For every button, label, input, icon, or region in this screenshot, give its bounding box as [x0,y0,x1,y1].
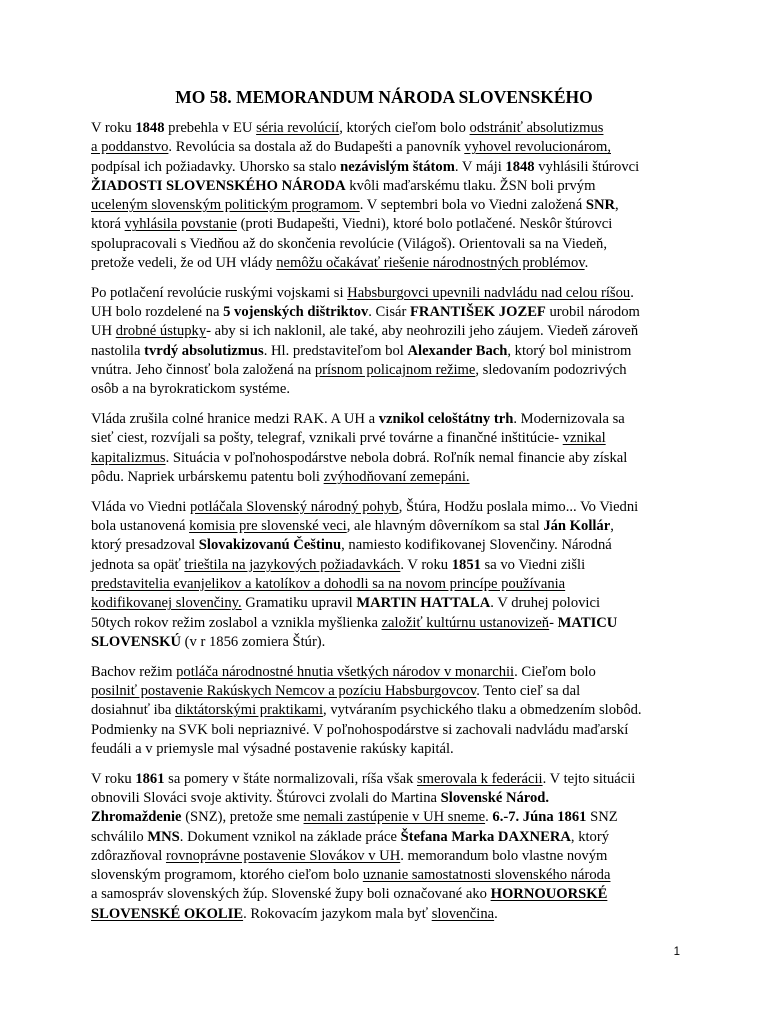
text-run: . [485,809,493,826]
text-run: UH [91,323,116,340]
text-run: urobil národom [545,304,640,321]
bold-text: 1851 [451,556,481,573]
text-line [91,380,683,399]
text-run: . Modernizovala sa [513,411,625,428]
text-run: . [630,284,634,301]
text-line [91,633,683,652]
text-line [91,468,683,487]
underlined-text: komisia pre slovenské veci [189,518,347,535]
text-line [91,138,683,157]
text-run: . Dokument vznikol na základe práce [179,828,401,845]
text-run: slovenským programom, ktorého cieľom bolo [91,867,363,884]
text-line [91,342,683,361]
underlined-text: potláčala Slovenský národný pohyb [189,498,399,515]
text-run: , Štúra, Hodžu poslala mimo... Vo Viedni [398,498,639,515]
underlined-text: smerovala k federácii [417,770,543,787]
text-line [91,517,683,536]
text-run: UH bolo rozdelené na [91,304,224,321]
bold-underlined-text: HORNOUORSKÉ [490,886,608,903]
text-run: pretože vedeli, že od UH vlády [91,255,277,272]
text-line [91,158,683,177]
underlined-text: vyhovel revolucionárom, [464,139,611,156]
text-run: schválilo [91,828,148,845]
text-run: , ale hlavným dôverníkom sa stal [346,518,544,535]
text-run: V roku [91,770,136,787]
text-run: . V roku [400,556,452,573]
text-line [91,885,683,904]
underlined-text: séria revolúcií [256,120,340,136]
text-line [91,575,683,594]
text-run: sa pomery v štáte normalizovali, ríša však [164,770,417,787]
bold-text: tvrdý absolutizmus [144,342,264,359]
text-line [91,196,683,215]
underlined-text: rovnoprávne postavenie Slovákov v UH [165,847,401,864]
underlined-text: nemali zastúpenie v UH sneme [303,809,486,826]
text-run: vnútra. Jeho činnosť bola založená na [91,362,315,379]
document-title: MO 58. MEMORANDUM NÁRODA SLOVENSKÉHO [175,87,593,107]
bold-text: nezávislým štátom [340,158,455,175]
text-run: . V tejto situácii [542,770,636,787]
text-run: ktorý presadzoval [91,537,199,554]
paragraph [91,284,683,400]
underlined-text: slovenčina [431,905,495,922]
text-line [91,498,683,517]
text-line [91,614,683,633]
text-run: Bachov režim [91,663,177,680]
text-run: (SNZ), pretože sme [181,809,304,826]
text-run: Gramatiku upravil [241,595,357,612]
text-run: . V druhej polovici [490,595,601,612]
bold-text: SLOVENSKÚ [91,633,182,650]
text-line [91,449,683,468]
text-run: . Revolúcia sa dostala až do Budapešti a panovník [168,139,465,156]
underlined-text: trieštila na jazykových požiadavkách [184,556,401,573]
text-line [91,284,683,303]
text-run: ktorá [91,216,125,233]
bold-text: Slovakizovanú Češtinu [198,537,342,554]
text-run: sa vo Viedni zišli [480,556,586,573]
underlined-text: zvýhodňovaní zemepáni. [323,469,470,486]
bold-text: 1861 [135,770,165,787]
text-run: 50tych rokov režim zoslabol a vznikla myšlienka [91,614,382,631]
underlined-text: potláča národnostné hnutia všetkých národov v monarchii [176,663,515,680]
text-line [91,770,683,789]
text-run: Po potlačení revolúcie ruskými vojskami si [91,284,348,301]
text-line [91,721,683,740]
paragraph [91,119,683,273]
text-line [91,701,683,720]
text-line [91,905,683,924]
text-line [91,429,683,448]
bold-text: Zhromaždenie [91,809,182,826]
underlined-text: Habsburgovci upevnili nadvládu nad celou ríšou [347,284,631,301]
text-line [91,594,683,613]
underlined-text: a poddanstvo [91,139,169,156]
underlined-text: drobné ústupky [115,323,207,340]
text-run: , [610,518,614,535]
text-run: , ktorý bol ministrom [507,342,632,359]
text-run: - aby si ich naklonil, ale také, aby neohrozili jeho záujem. Viedeň zároveň [206,323,639,340]
underlined-text: kapitalizmus [91,449,166,466]
text-run: SNZ [586,809,618,826]
text-line [91,536,683,555]
text-run: obnovili Slováci svoje aktivity. Štúrovci zvolali do Martina [91,790,441,806]
bold-text: MARTIN HATTALA [356,595,491,612]
text-line [91,808,683,827]
bold-text: 1848 [505,158,535,175]
text-line [91,303,683,322]
text-run: . [584,255,589,272]
text-run: . Rokovacím jazykom mala byť [243,905,432,922]
text-line [91,682,683,701]
text-run: V roku [91,120,136,136]
paragraph [91,498,683,652]
text-run: Vláda zrušila colné hranice medzi RAK. A UH a [91,411,379,428]
text-run: . Situácia v poľnohospodárstve nebola dobrá. Roľník nemal financie aby získal [165,449,628,466]
text-run: . Hl. predstaviteľom bol [263,342,408,359]
bold-underlined-text: SLOVENSKÉ OKOLIE [91,905,244,922]
text-run: . Cisár [368,304,411,321]
text-run: (proti Budapešti, Viedni), ktoré bolo potlačené. Neskôr štúrovci [236,216,613,233]
text-run: . Tento cieľ sa dal [476,683,581,700]
underlined-text: kodifikovanej slovenčiny. [91,595,242,612]
text-run: . [494,905,498,922]
text-run: . V septembri bola vo Viedni založená [359,197,586,214]
text-line [91,789,683,808]
bold-text: 6.-7. Júna 1861 [492,809,587,826]
paragraph [91,663,683,759]
text-line [91,866,683,885]
underlined-text: nemôžu očakávať riešenie národnostných problémov [276,255,585,272]
text-run: . V máji [454,158,506,175]
bold-text: Slovenské Národ. [440,790,550,806]
bold-text: 5 vojenských dištriktov [223,304,369,321]
text-run: (v r 1856 zomiera Štúr). [181,633,326,650]
underlined-text: vznikal [562,430,606,447]
text-line [91,322,683,341]
text-run: . Cieľom bolo [514,663,596,680]
text-run: , ktorých cieľom bolo [339,120,470,136]
paragraph [91,410,683,487]
text-line [91,828,683,847]
text-run: osôb a na byrokratickom systéme. [91,381,290,398]
underlined-text: posilniť postavenie Rakúskych Nemcov a pozíciu Habsburgovcov [91,683,477,700]
text-run: , ktorý [570,828,610,845]
text-run: nastolila [91,342,145,359]
text-run: kvôli maďarskému tlaku. ŽSN boli prvým [345,177,596,194]
underlined-text: predstavitelia evanjelikov a katolíkov a dohodli sa na novom princípe používania [91,576,566,593]
text-run: , [615,197,619,214]
text-line [91,410,683,429]
text-line [91,215,683,234]
text-run: pôdu. Napriek urbárskemu patentu boli [91,469,324,486]
text-run: Podmienky na SVK boli nepriaznivé. V poľnohospodárstve si zachovali nadvládu maďarskí [91,721,629,738]
underlined-text: diktátorskými praktikami [175,702,324,719]
text-run: podpísal ich požiadavky. Uhorsko sa stalo [91,158,341,175]
page-number: 1 [673,946,680,958]
paragraph [91,770,683,924]
text-line [91,177,683,196]
bold-text: vznikol celoštátny trh [378,411,514,428]
text-line [91,361,683,380]
text-line [91,119,683,138]
text-run: bola ustanovená [91,518,190,535]
text-run: jednota sa opäť [91,556,185,573]
text-line [91,235,683,254]
underlined-text: odstrániť absolutizmus [469,120,604,136]
bold-text: ŽIADOSTI SLOVENSKÉHO NÁRODA [91,177,346,194]
bold-text: SNR [585,197,616,214]
text-line [91,847,683,866]
text-line [91,740,683,759]
bold-text: FRANTIŠEK JOZEF [410,304,546,321]
text-line [91,663,683,682]
text-run: feudáli a v priemysle mal výsadné postavenie rakúsky kapitál. [91,740,454,757]
text-run: vyhlásili štúrovci [534,158,640,175]
text-run: , namiesto kodifikovanej Slovenčiny. Národná [341,537,612,554]
underlined-text: uceleným slovenským politickým programom [91,197,360,214]
bold-text: Ján Kollár [543,518,611,535]
text-line [91,556,683,575]
underlined-text: vyhlásila povstanie [124,216,237,233]
underlined-text: uznanie samostatnosti slovenského národa [362,867,611,884]
text-run: spolupracovali s Viedňou až do skončenia revolúcie (Világoš). Orientovali sa na Viedeň, [91,235,607,252]
text-run: zdôrazňoval [91,847,166,864]
text-line [91,254,683,273]
text-run: dosiahnuť iba [91,702,176,719]
document-body [91,119,683,935]
text-run: Vláda vo Viedni [91,498,190,515]
bold-text: MNS [147,828,180,845]
bold-text: MATICU [557,614,618,631]
text-run: sieť ciest, rozvíjali sa pošty, telegraf, vznikali prvé továrne a finančné inštitúcie- [91,430,563,447]
bold-text: Štefana Marka DAXNERA [400,828,571,845]
text-run: , sledovaním podozrivých [475,362,627,379]
text-run: prebehla v EU [164,120,257,136]
text-run: , vytváraním psychického tlaku a obmedzením slobôd. [323,702,642,719]
underlined-text: prísnom policajnom režime [314,362,476,379]
bold-text: Alexander Bach [407,342,508,359]
text-run: - [549,614,558,631]
underlined-text: založiť kultúrnu ustanovizeň [381,614,550,631]
text-run: . memorandum bolo vlastne novým [400,847,608,864]
bold-text: 1848 [135,120,165,136]
text-run: a samospráv slovenských žúp. Slovenské župy boli označované ako [91,886,491,903]
